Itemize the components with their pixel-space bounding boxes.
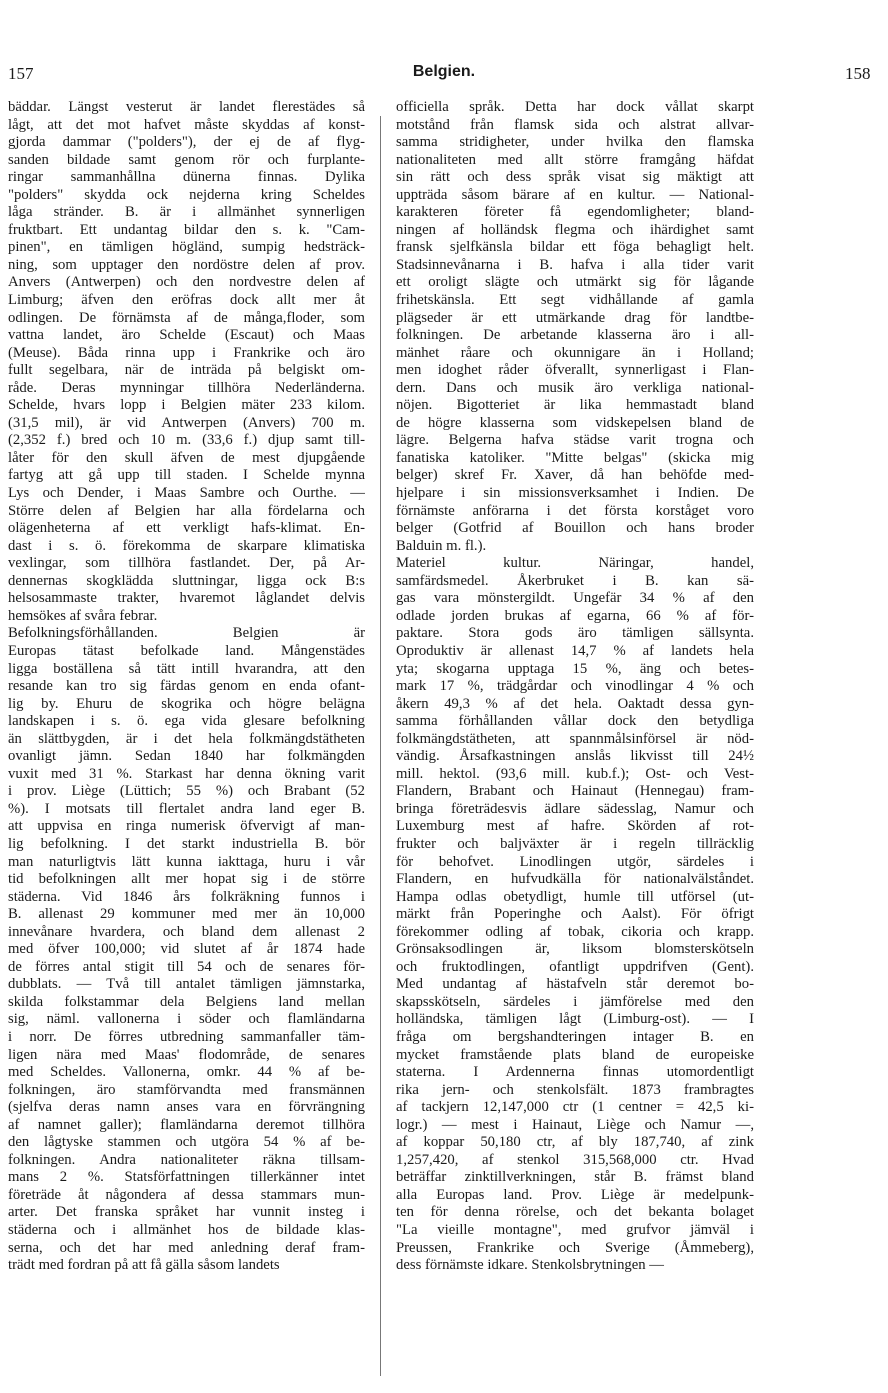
- text-line: lig befolkning. I det starkt industriella B. bör: [8, 835, 365, 852]
- text-line: Grönsaksodlingen är, liksom blomsterskötseln: [396, 941, 754, 958]
- text-line: vuxit med 31 %. Starkast har denna ökning varit: [8, 765, 365, 782]
- text-line: holländska, tämligen lågt (Limburg-ost). — I: [396, 1011, 754, 1028]
- text-line: mänhet råare och okunnigare än i Holland;: [396, 344, 754, 361]
- text-line: i norr. De förres utbredning sammanfaller täm-: [8, 1028, 365, 1045]
- text-line: för behofvet. Linodlingen utgör, särdeles i: [396, 853, 754, 870]
- text-line: folkningen. Andra nationaliteter räkna tillsam-: [8, 1151, 365, 1168]
- text-line: skapsskötseln, särdeles i jämförelse med den: [396, 993, 754, 1010]
- text-line: fråga om bergshandteringen intager B. en: [396, 1028, 754, 1045]
- text-line: Luxemburg mest af hafre. Skörden af rot-: [396, 818, 754, 835]
- text-line: gjorda dammar ("polders"), der ej de af flyg-: [8, 134, 365, 151]
- text-line: rika jern- och stenkolsfält. 1873 frambragtes: [396, 1081, 754, 1098]
- text-line: Preussen, Frankrike och Sverige (Åmmeberg),: [396, 1239, 754, 1256]
- text-line: bäddar. Längst vesterut är landet flerestädes så: [8, 99, 365, 115]
- text-line: Större delen af Belgien har alla fördelarna och: [8, 502, 365, 519]
- text-line: ett oroligt slägte och utmärkt sig för lågande: [396, 274, 754, 291]
- text-line: dubblats. — Två till antalet tämligen jämnstarka,: [8, 976, 365, 993]
- text-line: företräde åt någondera af dessa stammars mun-: [8, 1186, 365, 1203]
- text-line: att uppvisa en ringa numerisk öfvervigt af man-: [8, 818, 365, 835]
- text-line: officiella språk. Detta har dock vållat skarpt: [396, 99, 754, 115]
- text-line: fartyg att gå upp till staden. I Schelde mynna: [8, 467, 365, 484]
- text-line: sig, näml. vallonerna i söder och flamländarna: [8, 1011, 365, 1028]
- text-line: Schelde, hvars lopp i Belgien mäter 233 kilom.: [8, 397, 365, 414]
- text-line: låga stränder. B. är i allmänhet synnerligen: [8, 204, 365, 221]
- text-line: Stadsinnevånarna i B. hafva i alla tider varit: [396, 256, 754, 273]
- text-line: åkern 49,3 % af det hela. Oaktadt dessa gyn-: [396, 695, 754, 712]
- text-line: %). I motsats till flertalet andra land eger B.: [8, 800, 365, 817]
- text-line: frukter och baljväxter är i regeln tillräcklig: [396, 835, 754, 852]
- text-line: arter. Det franska språket har vunnit insteg i: [8, 1204, 365, 1221]
- text-line: uppträda såsom bärare af en kultur. — National-: [396, 186, 754, 203]
- text-line: dess förnämste idkare. Stenkolsbrytningen —: [396, 1257, 664, 1274]
- text-line: odlingen. De förnämsta af de många,floder, som: [8, 309, 365, 326]
- text-line: dern. Dans och musik äro verkliga national-: [396, 379, 754, 396]
- text-line: fruktbart. Ett undantag bildar den s. k. "Cam-: [8, 221, 365, 238]
- text-line: mill. hektol. (93,6 mill. kub.f.); Ost- och Vest-: [396, 765, 754, 782]
- text-line: odlade jorden brukas af egarna, 66 % af för-: [396, 607, 754, 624]
- text-line: Lys och Dender, i Maas Sambre och Ourthe. —: [8, 485, 365, 502]
- text-line: fransk sjelfkänsla bildar ett föga behagligt helt.: [396, 239, 754, 256]
- text-line: Europas tätast befolkade land. Mångenstädes: [8, 642, 365, 659]
- text-line: folkningen, äro stamförvandta med fransmännen: [8, 1081, 365, 1098]
- text-line: de högre klasserna som vidskepelsen bland de: [396, 414, 754, 431]
- text-line: (Meuse). Båda rinna upp i Frankrike och äro: [8, 344, 365, 361]
- text-line: ovanligt jämn. Sedan 1840 har folkmängden: [8, 748, 365, 765]
- text-line: med Scheldes. Vallonerna, omkr. 44 % af be-: [8, 1064, 365, 1081]
- text-line: med öfver 100,000; vid slutet af år 1874 hade: [8, 941, 365, 958]
- right-column: [396, 99, 754, 1275]
- text-line: ligen nära med Maas' flodområde, de senares: [8, 1046, 365, 1063]
- text-line: Balduin m. fl.).: [396, 537, 487, 554]
- text-line: alla Europas land. Prov. Liège är medelpunk-: [396, 1186, 754, 1203]
- text-line: vändig. Årsafkastningen anslås likvisst till 24½: [396, 748, 754, 765]
- text-line: folkmängdstätheten, att spannmålsinförsel är nöd-: [396, 730, 754, 747]
- text-line: låter för den skull äfven de mest djupgående: [8, 449, 365, 466]
- text-line: den lågtyske stammen och utgöra 54 % af be-: [8, 1134, 365, 1151]
- text-line: karakteren företer få egendomligheter; bland-: [396, 204, 754, 221]
- text-line: bringa företrädesvis ädlare sädesslag, Namur och: [396, 800, 754, 817]
- text-line: Anvers (Antwerpen) och den nordvestre delen af: [8, 274, 365, 291]
- text-line: (sjelfva deras namn anses vara en förvrängning: [8, 1099, 365, 1116]
- text-line: hemsökes af svåra febrar.: [8, 607, 158, 624]
- text-line: resande kan tro sig färdas genom en enda ofant-: [8, 678, 365, 695]
- text-line: vattna landet, äro Schelde (Escaut) och Maas: [8, 327, 365, 344]
- text-line: Flandern, Brabant och Hainaut (Hennegau) fram-: [396, 783, 754, 800]
- text-line: märkt från Poperinghe och Aalst). För öfrigt: [396, 906, 754, 923]
- text-line: lågt, att det mot hafvet måste skyddas af konst-: [8, 116, 365, 133]
- text-line: frihetskänsla. Ett segt vidhållande af gamla: [396, 292, 754, 309]
- text-line: och fruktodlingen, ofantligt uppdrifven (Gent).: [396, 958, 754, 975]
- text-line: Materiel kultur. Näringar, handel,: [396, 555, 754, 572]
- text-line: Hampa odlas obetydligt, humle till utförsel (ut-: [396, 888, 754, 905]
- text-line: tid befolkningen allt mer hopat sig i de större: [8, 871, 365, 888]
- text-line: nöjen. Bigotteriet är lika hemmastadt bland: [396, 397, 754, 414]
- text-line: Befolkningsförhållanden. Belgien är: [8, 625, 365, 642]
- text-line: Oproduktiv är allenast 14,7 % af landets hela: [396, 642, 754, 659]
- text-line: men idoghet råder öfverallt, synnerligast i Flan-: [396, 362, 754, 379]
- text-line: förnämste anförarna i det första korståget voro: [396, 502, 754, 519]
- text-line: (31,5 mil), är vid Antwerpen (Anvers) 700 m.: [8, 414, 365, 431]
- text-line: ningen af holländsk flegma och ihärdighet samt: [396, 221, 754, 238]
- text-line: yta; skogarna upptaga 15 %, äng och betes-: [396, 660, 754, 677]
- text-line: "La vieille montagne", med grufvor jämväl i: [396, 1222, 754, 1238]
- text-line: mans 2 %. Statsförfattningen tillerkänner intet: [8, 1169, 365, 1186]
- text-line: mycket framstående plats bland de europeiske: [396, 1046, 754, 1063]
- text-line: förekommer odling af tobak, cikoria och krapp.: [396, 923, 754, 940]
- text-line: serna, och det har med anledning deraf fram-: [8, 1239, 365, 1256]
- text-line: af namnet galler); flamländarna deremot tillhöra: [8, 1116, 365, 1133]
- text-line: beträffar zinktillverkningen, står B. främst bland: [396, 1169, 754, 1186]
- column-divider: [380, 116, 381, 1376]
- text-line: paktare. Stora gods äro tämligen sällsynta.: [396, 625, 754, 642]
- text-line: B. allenast 29 kommuner med mer än 10,000: [8, 906, 365, 923]
- text-line: samma förhållanden vållar dock den betydliga: [396, 713, 754, 730]
- text-line: fullt segelbara, när de inträda på belgiskt om-: [8, 362, 365, 379]
- text-line: Flandern, en hufvudkälla för nationalvälståndet.: [396, 871, 754, 888]
- text-line: sin rätt och dess språk visat sig mäktigt att: [396, 169, 754, 186]
- text-line: dast i s. ö. förekomma de skarpare klimatiska: [8, 537, 365, 554]
- text-line: pinen", en tämligen högländ, sumpig hedsträck-: [8, 239, 365, 256]
- text-line: helsosammaste trakter, hvaremot låglandet delvis: [8, 590, 365, 607]
- text-line: staterna. I Ardennerna finnas utomordentligt: [396, 1064, 754, 1081]
- text-line: samma stridigheter, under hvilka den flamska: [396, 134, 754, 151]
- text-line: skilda folkstammar dela Belgiens land mellan: [8, 993, 365, 1010]
- page-header: [0, 64, 888, 86]
- text-line: man naturligtvis lätt kunna iakttaga, huru i vår: [8, 853, 365, 870]
- text-line: Med undantag af hästafveln står deremot bo-: [396, 976, 754, 993]
- text-line: i prov. Liège (Lüttich; 55 %) och Brabant (52: [8, 783, 365, 800]
- text-line: nationaliteten med allt större framgång häfdat: [396, 151, 754, 168]
- text-line: 1,257,420, af stenkol 315,568,000 ctr. Hvad: [396, 1151, 754, 1168]
- text-line: mark 17 %, trädgårdar och vinodlingar 4 % och: [396, 678, 754, 695]
- text-line: vexlingar, som tillhöra fastlandet. Der, på Ar-: [8, 555, 365, 572]
- text-line: motstånd från flamsk sida och alstrat allvar-: [396, 116, 754, 133]
- text-line: olägenheterna af ett verkligt hafs-klimat. En-: [8, 520, 365, 537]
- text-line: ligga boställena så tätt intill hvarandra, att den: [8, 660, 365, 677]
- page-number-right: 158: [845, 64, 871, 83]
- text-line: fanatiska katoliker. "Mitte belgas" (skicka mig: [396, 449, 754, 466]
- text-line: hjelpare i sin missionsverksamhet i Indien. De: [396, 485, 754, 502]
- left-column: [8, 99, 365, 1275]
- text-line: gas vara mönstergildt. Ungefär 34 % af den: [396, 590, 754, 607]
- text-line: städerna och i allmänhet hos de bildade klas-: [8, 1222, 365, 1238]
- text-line: ning, som upptager den nordöstre delen af prov.: [8, 256, 365, 273]
- text-line: "polders" skydda ock nejderna kring Scheldes: [8, 186, 365, 203]
- text-line: lig by. Ehuru de skogrika och högre belägna: [8, 695, 365, 712]
- text-line: ten för denna rörelse, och det bekanta bolaget: [396, 1204, 754, 1221]
- text-line: plägseder är ett utmärkande drag för landtbe-: [396, 309, 754, 326]
- text-line: råde. Deras mynningar tillhöra Nederländerna.: [8, 379, 365, 396]
- page-number-left: 157: [8, 64, 34, 83]
- text-line: af koppar 50,180 ctr, af bly 187,740, af zink: [396, 1134, 754, 1151]
- text-line: (2,352 f.) bred och 10 m. (33,6 f.) djup samt till-: [8, 432, 365, 449]
- text-line: samfärdsmedel. Åkerbruket i B. kan sä-: [396, 572, 754, 589]
- text-line: de förres antal stigit till 54 och de senares för-: [8, 958, 365, 975]
- text-line: dennernas skogklädda sluttningar, ligga ock B:s: [8, 572, 365, 589]
- text-line: landskapen i s. ö. ega vida glesare befolkning: [8, 713, 365, 730]
- text-line: af tackjern 12,147,000 ctr (1 centner = 42,5 ki-: [396, 1099, 754, 1116]
- text-line: än slättbygden, är i det hela folkmängdstätheten: [8, 730, 365, 747]
- text-line: folkningen. De arbetande klasserna äro i all-: [396, 327, 754, 344]
- text-line: Limburg; äfven den eröfras dock allt mer åt: [8, 292, 365, 309]
- text-line: städerna. Vid 1846 års folkräkning funnos i: [8, 888, 365, 905]
- running-head: Belgien.: [412, 63, 476, 80]
- text-line: lägre. Belgerna hafva städse varit trogna och: [396, 432, 754, 449]
- text-line: ringar sammanhållna dünerna finnas. Dylika: [8, 169, 365, 186]
- text-line: sanden bildade samt genom rör och furplante-: [8, 151, 365, 168]
- text-line: logr.) — mest i Hainaut, Liège och Namur —,: [396, 1116, 754, 1133]
- text-line: trädt med fordran på att få gälla såsom landets: [8, 1257, 280, 1274]
- text-line: innevånare hvardera, och bland dem allenast 2: [8, 923, 365, 940]
- text-line: belger) skref Fr. Xaver, då han behöfde med-: [396, 467, 754, 484]
- text-line: belger (Gotfrid af Bouillon och hans broder: [396, 520, 754, 537]
